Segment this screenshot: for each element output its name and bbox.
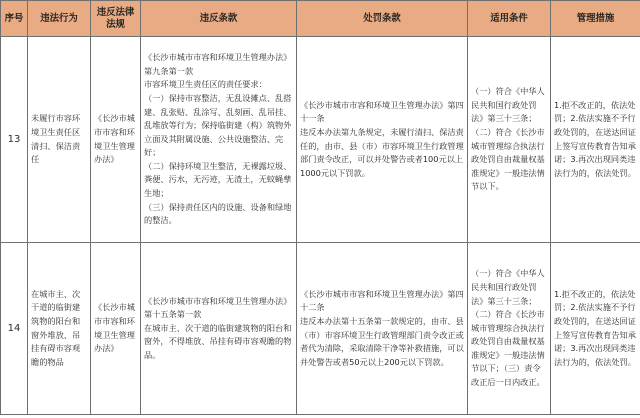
penalty-clause-paragraph: 违反本办法第十五条第一款规定的，由市、县（市）市容环境卫生行政管理部门责令改正或者代为清除，采取清除干净等补救措施，可以并处警告或者50元以上200元以下罚款。	[300, 315, 464, 367]
row-number: 13	[1, 37, 28, 243]
violation-act: 在城市主、次干道的临街建筑物的阳台和窗外堆放、吊挂有碍市容观瞻的物品	[28, 243, 91, 415]
header-condition: 适用条件	[468, 1, 551, 37]
violation-clause-paragraph: （三）保持责任区内的设施、设备和绿地的整洁。	[144, 201, 292, 226]
header-act: 违法行为	[28, 1, 91, 37]
header-violation: 违反条款	[141, 1, 297, 37]
table-row	[1, 243, 640, 415]
violation-clause-paragraph: 《长沙市城市市容和环境卫生管理办法》第十五条第一款	[144, 295, 292, 320]
violation-clause-paragraph: 《长沙市城市市容和环境卫生管理办法》第九条第一款	[144, 52, 292, 76]
row-number: 14	[1, 243, 28, 415]
management-measures: 1.拒不改正的，依法处罚；2.依法实施不予行政处罚的，在送达回证上签写宣传教育告知承诺；3.再次出现同类违法行为的，依法处罚。	[551, 37, 640, 243]
violation-clause-paragraph: （一）保持市容整洁，无乱设摊点、乱搭建、乱张贴、乱涂写、乱刻画、乱吊挂、乱堆放等行为；保持临街建（构）筑物外立面及其附属设施、公共设施整洁、完好；	[144, 92, 292, 158]
violated-law: 《长沙市城市市容和环境卫生管理办法》	[91, 37, 141, 243]
penalty-clause-paragraph: 违反本办法第九条规定，未履行清扫、保洁责任的，由市、县（市）市容环境卫生行政管理部门责令改正，可以并处警告或者100元以上1000元以下罚款。	[300, 126, 464, 178]
header-measures: 管理措施	[551, 1, 640, 37]
header-row	[1, 1, 640, 37]
violation-act: 未履行市容环境卫生责任区清扫、保洁责任	[28, 37, 91, 243]
penalty-clause-paragraph: 《长沙市城市市容和环境卫生管理办法》第四十一条	[300, 99, 464, 124]
violation-clause	[141, 243, 297, 415]
table-row	[1, 37, 640, 243]
violation-clause-paragraph: （二）保持环境卫生整洁，无裸露垃圾、粪便、污水，无污迹，无渣土，无蚊蝇孳生地；	[144, 160, 292, 199]
violated-law: 《长沙市城市市容和环境卫生管理办法》	[91, 243, 141, 415]
violation-clause-paragraph: 市容环境卫生责任区的责任要求：	[144, 79, 267, 90]
applicable-condition: （一）符合《中华人民共和国行政处罚法》第三十三条；（二）符合《长沙市城市管理综合执法行政处罚自由裁量权基准规定》一般违法情节以下；（三）责令改正后一日内改正。	[468, 243, 551, 415]
violation-clause-paragraph: 在城市主、次干道的临街建筑物的阳台和窗外，不得堆放、吊挂有碍市容观瞻的物品。	[144, 322, 292, 360]
penalty-clause	[297, 37, 468, 243]
penalty-clause-paragraph: 《长沙市城市市容和环境卫生管理办法》第四十二条	[300, 288, 464, 313]
header-law: 违反法律法规	[91, 1, 141, 37]
management-measures: 1.拒不改正的，依法处罚；2.依法实施不予行政处罚的，在送达回证上签写宣传教育告知承诺；3.再次出现同类违法行为的，依法处罚。	[551, 243, 640, 415]
header-penalty: 处罚条款	[297, 1, 468, 37]
applicable-condition: （一）符合《中华人民共和国行政处罚法》第三十三条；（二）符合《长沙市城市管理综合执法行政处罚自由裁量权基准规定》一般违法情节以下。	[468, 37, 551, 243]
penalty-clause	[297, 243, 468, 415]
violation-clause	[141, 37, 297, 243]
header-number: 序号	[1, 1, 28, 37]
